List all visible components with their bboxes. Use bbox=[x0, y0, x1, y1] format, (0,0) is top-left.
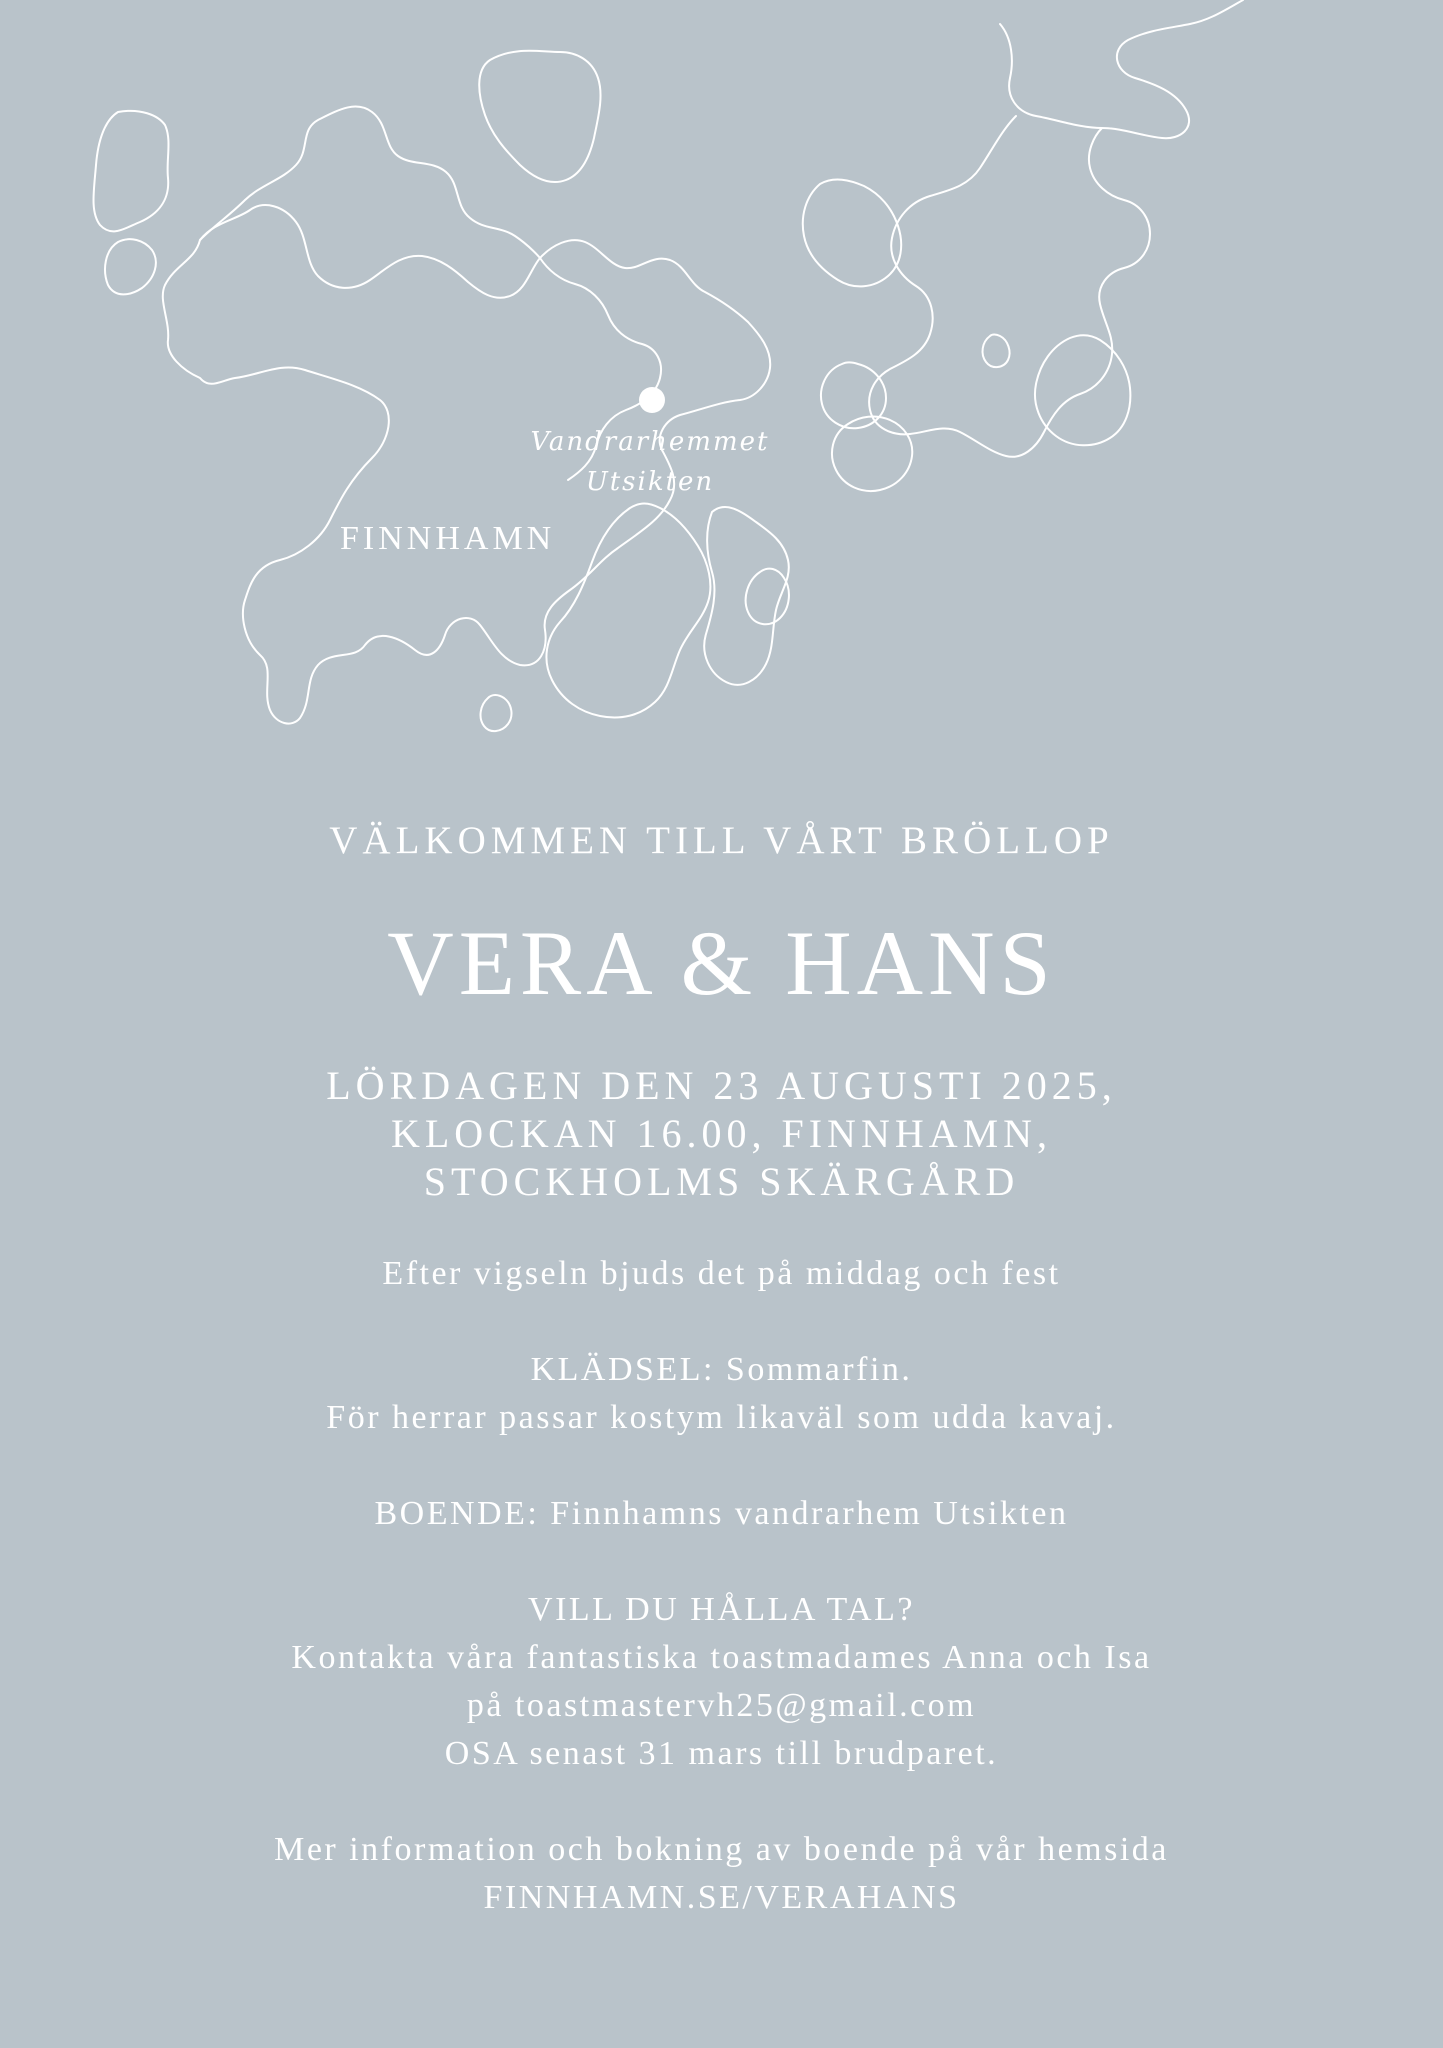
more-info-section bbox=[0, 1826, 1443, 1922]
event-date-location bbox=[0, 1062, 1443, 1206]
speech-section bbox=[0, 1586, 1443, 1778]
dress-code-line-1: KLÄDSEL: Sommarfin. bbox=[530, 1351, 913, 1388]
map-location-marker bbox=[639, 387, 665, 413]
map-marker-label-line1: Vandrarhemmet bbox=[530, 427, 770, 457]
accommodation-text: BOENDE: Finnhamns vandrarhem Utsikten bbox=[374, 1495, 1069, 1532]
rsvp-text: OSA senast 31 mars till brudparet. bbox=[444, 1735, 999, 1772]
dress-code-line-2: För herrar passar kostym likaväl som udda kavaj. bbox=[326, 1399, 1117, 1436]
speech-contact-line-1: Kontakta våra fantastiska toastmadames Anna och Isa bbox=[291, 1639, 1152, 1676]
map-islet-south bbox=[481, 695, 512, 731]
map-island-east bbox=[1035, 335, 1130, 445]
map-island-south-central bbox=[546, 504, 710, 718]
map-island-west-small bbox=[105, 239, 156, 294]
map-island-east-south bbox=[821, 363, 886, 429]
welcome-heading: VÄLKOMMEN TILL VÅRT BRÖLLOP bbox=[329, 819, 1114, 862]
map-marker-label-line2: Utsikten bbox=[585, 467, 715, 497]
map-coastline-northeast bbox=[1000, 0, 1243, 138]
archipelago-map bbox=[0, 0, 1443, 760]
map-marker-label bbox=[520, 422, 780, 502]
map-island-east-central bbox=[803, 180, 901, 287]
date-line-2: KLOCKAN 16.00, FINNHAMN, bbox=[390, 1111, 1053, 1156]
map-coastline-east bbox=[869, 116, 1150, 457]
website-link[interactable]: FINNHAMN.SE/VERAHANS bbox=[483, 1879, 960, 1916]
map-island-west bbox=[94, 111, 169, 232]
map-islet-east-small bbox=[983, 335, 1010, 368]
date-line-1: LÖRDAGEN DEN 23 AUGUSTI 2025, bbox=[326, 1063, 1117, 1108]
speech-contact-email[interactable]: på toastmastervh25@gmail.com bbox=[466, 1687, 977, 1724]
date-line-3: STOCKHOLMS SKÄRGÅRD bbox=[423, 1159, 1020, 1204]
map-island-mid bbox=[832, 417, 912, 492]
map-island-north bbox=[479, 51, 600, 182]
more-info-text: Mer information och bokning av boende på vår hemsida bbox=[274, 1831, 1169, 1868]
dinner-text: Efter vigseln bjuds det på middag och fest bbox=[382, 1255, 1061, 1292]
map-region-label: FINNHAMN bbox=[340, 520, 556, 557]
speech-heading: VILL DU HÅLLA TAL? bbox=[528, 1591, 915, 1628]
map-island-northwest bbox=[200, 107, 540, 258]
dress-code bbox=[0, 1346, 1443, 1442]
map-islet-southeast bbox=[746, 569, 789, 625]
couple-names: VERA & HANS bbox=[387, 912, 1056, 1014]
